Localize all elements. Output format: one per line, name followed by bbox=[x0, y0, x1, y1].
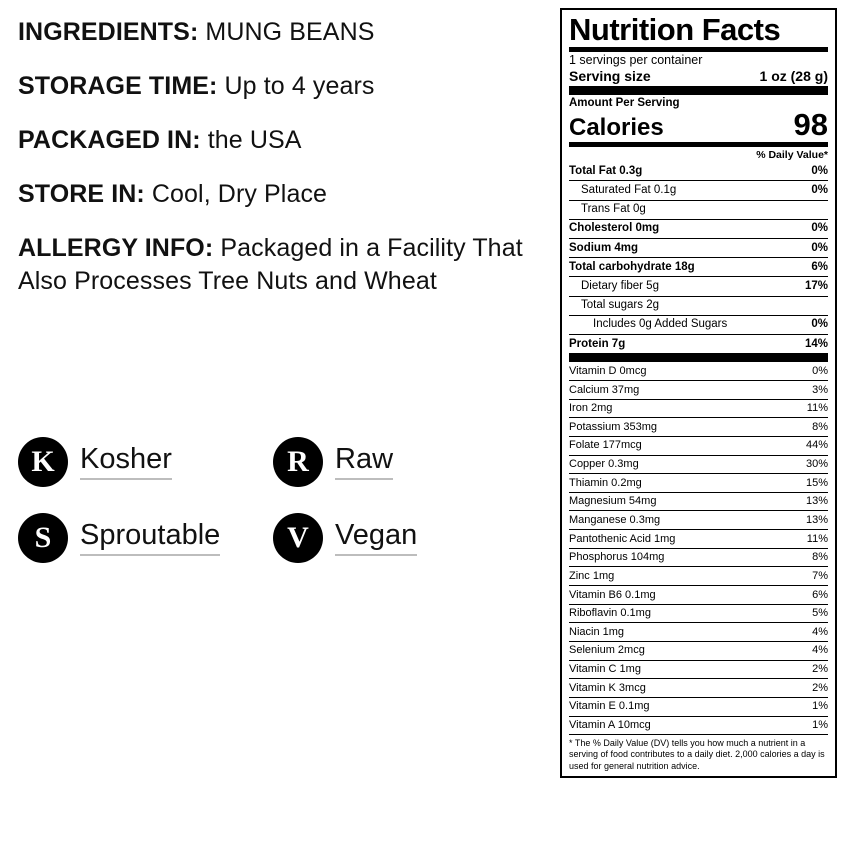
sproutable-icon: S bbox=[18, 513, 68, 563]
vitamin-row-thiamin bbox=[569, 474, 828, 493]
vitamin-dv: 8% bbox=[812, 551, 828, 564]
vitamin-dv: 15% bbox=[805, 476, 828, 489]
vitamin-row-iron bbox=[569, 400, 828, 419]
badge-row-2 bbox=[18, 513, 538, 563]
badge-kosher bbox=[18, 437, 273, 487]
badge-sproutable bbox=[18, 513, 273, 563]
vitamin-name: Manganese 0.3mg bbox=[569, 513, 661, 526]
kosher-icon: K bbox=[18, 437, 68, 487]
vitamin-name: Vitamin K 3mcg bbox=[569, 681, 646, 694]
vitamin-row-vitamin-k bbox=[569, 679, 828, 698]
nutrient-name: Sodium 4mg bbox=[569, 241, 639, 254]
vitamin-row-vitamin-b6 bbox=[569, 586, 828, 605]
amount-per-serving-label: Amount Per Serving bbox=[569, 97, 680, 110]
info-value-allergy-info: Packaged in a Facility That Also Processes Tree Nuts and Wheat bbox=[18, 234, 523, 295]
vitamin-row-riboflavin bbox=[569, 605, 828, 624]
vitamin-name: Thiamin 0.2mg bbox=[569, 476, 642, 489]
nutrient-dv: 17% bbox=[804, 279, 828, 292]
vitamin-name: Potassium 353mg bbox=[569, 420, 658, 433]
info-label-store-in: STORE IN: bbox=[18, 180, 145, 208]
nutrient-row-saturated-fat bbox=[569, 181, 828, 200]
nutrient-dv: 0% bbox=[811, 164, 828, 177]
nutrient-dv: 14% bbox=[804, 337, 828, 350]
info-label-allergy-info: ALLERGY INFO: bbox=[18, 234, 214, 262]
vitamin-row-potassium bbox=[569, 418, 828, 437]
vitamin-name: Iron 2mg bbox=[569, 402, 613, 415]
vitamin-name: Vitamin A 10mcg bbox=[569, 719, 651, 732]
vitamin-row-magnesium bbox=[569, 493, 828, 512]
badge-label-vegan: Vegan bbox=[335, 520, 417, 556]
badge-vegan bbox=[273, 513, 417, 563]
daily-value-footnote: * The % Daily Value (DV) tells you how much a nutrient in a serving of food contributes to a daily diet. 2,000 calories a day is used for general nutrition advice. bbox=[569, 738, 825, 771]
nutrient-dv: 0% bbox=[811, 183, 828, 196]
vitamin-name: Selenium 2mcg bbox=[569, 644, 645, 657]
nutrient-row-trans-fat bbox=[569, 201, 828, 220]
vitamin-dv: 4% bbox=[812, 625, 828, 638]
vitamin-row-copper bbox=[569, 456, 828, 475]
nutrient-name: Cholesterol 0mg bbox=[569, 222, 660, 235]
nutrient-row-sodium bbox=[569, 239, 828, 258]
nutrient-name: Protein 7g bbox=[569, 337, 626, 350]
servings-per-container: 1 servings per container bbox=[569, 52, 703, 67]
vitamin-name: Phosphorus 104mg bbox=[569, 551, 665, 564]
serving-size-row bbox=[569, 68, 828, 86]
nutrient-dv: 6% bbox=[811, 260, 828, 273]
vitamin-dv: 3% bbox=[812, 383, 828, 396]
vitamin-row-selenium bbox=[569, 642, 828, 661]
info-value-packaged-in: the USA bbox=[207, 126, 302, 154]
nutrient-name: Saturated Fat 0.1g bbox=[581, 183, 677, 196]
vitamin-dv: 11% bbox=[806, 402, 828, 415]
vitamin-dv: 6% bbox=[812, 588, 828, 601]
vitamin-name: Magnesium 54mg bbox=[569, 495, 657, 508]
info-line-ingredients bbox=[18, 16, 548, 49]
nutrition-facts-panel bbox=[560, 8, 837, 778]
badge-label-kosher: Kosher bbox=[80, 444, 172, 480]
vitamin-row-zinc bbox=[569, 567, 828, 586]
vitamin-dv: 0% bbox=[812, 364, 828, 377]
nutrient-name: Trans Fat 0g bbox=[581, 203, 646, 216]
vitamin-dv: 2% bbox=[812, 663, 828, 676]
vitamin-dv: 7% bbox=[812, 569, 828, 582]
divider-protein bbox=[569, 353, 828, 362]
vitamin-dv: 4% bbox=[812, 644, 828, 657]
nutrient-name: Dietary fiber 5g bbox=[581, 279, 659, 292]
product-info-block bbox=[18, 16, 548, 319]
vitamin-name: Niacin 1mg bbox=[569, 625, 625, 638]
vegan-icon: V bbox=[273, 513, 323, 563]
info-label-storage-time: STORAGE TIME: bbox=[18, 72, 218, 100]
info-value-store-in: Cool, Dry Place bbox=[151, 180, 328, 208]
badge-row-1 bbox=[18, 437, 538, 487]
vitamin-row-vitamin-a bbox=[569, 717, 828, 736]
vitamin-row-folate bbox=[569, 437, 828, 456]
nutrient-name: Total sugars 2g bbox=[581, 299, 659, 312]
vitamin-dv: 5% bbox=[812, 607, 828, 620]
nutrient-row-total-sugars bbox=[569, 297, 828, 316]
nutrient-row-total-fat bbox=[569, 162, 828, 181]
nutrient-row-cholesterol bbox=[569, 220, 828, 239]
badge-label-raw: Raw bbox=[335, 444, 393, 480]
nutrient-row-protein bbox=[569, 335, 828, 353]
vitamin-row-vitamin-c bbox=[569, 661, 828, 680]
info-line-storage-time bbox=[18, 70, 548, 103]
info-value-ingredients: MUNG BEANS bbox=[205, 18, 375, 46]
vitamin-dv: 8% bbox=[812, 420, 828, 433]
nutrient-dv: 0% bbox=[811, 241, 828, 254]
vitamin-row-manganese bbox=[569, 511, 828, 530]
calories-row bbox=[569, 109, 828, 142]
serving-size-value: 1 oz (28 g) bbox=[759, 68, 828, 85]
vitamin-name: Pantothenic Acid 1mg bbox=[569, 532, 676, 545]
vitamin-row-vitamin-d bbox=[569, 362, 828, 381]
calories-value: 98 bbox=[793, 107, 828, 143]
vitamin-dv: 13% bbox=[805, 495, 828, 508]
vitamin-dv: 30% bbox=[805, 458, 828, 471]
info-value-storage-time: Up to 4 years bbox=[224, 72, 375, 100]
nutrient-row-total-carbohydrate bbox=[569, 258, 828, 277]
vitamin-row-phosphorus bbox=[569, 549, 828, 568]
vitamin-dv: 1% bbox=[812, 719, 828, 732]
vitamin-name: Folate 177mcg bbox=[569, 439, 642, 452]
vitamin-name: Calcium 37mg bbox=[569, 383, 640, 396]
info-label-packaged-in: PACKAGED IN: bbox=[18, 126, 201, 154]
vitamin-row-vitamin-e bbox=[569, 698, 828, 717]
info-line-allergy-info bbox=[18, 232, 548, 298]
vitamin-name: Zinc 1mg bbox=[569, 569, 615, 582]
nutrient-name: Includes 0g Added Sugars bbox=[593, 318, 728, 331]
calories-label: Calories bbox=[569, 114, 664, 142]
vitamin-row-pantothenic-acid bbox=[569, 530, 828, 549]
vitamin-row-calcium bbox=[569, 381, 828, 400]
serving-size-label: Serving size bbox=[569, 68, 651, 85]
vitamin-row-niacin bbox=[569, 623, 828, 642]
nutrient-name: Total carbohydrate 18g bbox=[569, 260, 695, 273]
info-label-ingredients: INGREDIENTS: bbox=[18, 18, 199, 46]
vitamin-name: Copper 0.3mg bbox=[569, 458, 639, 471]
nutrient-row-added-sugars bbox=[569, 316, 828, 335]
vitamin-dv: 44% bbox=[805, 439, 828, 452]
divider-serving bbox=[569, 86, 828, 95]
nutrient-dv: 0% bbox=[811, 222, 828, 235]
raw-icon: R bbox=[273, 437, 323, 487]
nutrient-dv: 0% bbox=[811, 318, 828, 331]
nutrient-name: Total Fat 0.3g bbox=[569, 164, 643, 177]
vitamin-name: Vitamin C 1mg bbox=[569, 663, 641, 676]
nutrition-facts-title: Nutrition Facts bbox=[569, 12, 781, 47]
info-line-packaged-in bbox=[18, 124, 548, 157]
vitamin-name: Vitamin D 0mcg bbox=[569, 364, 647, 377]
nutrient-row-dietary-fiber bbox=[569, 277, 828, 296]
vitamin-name: Riboflavin 0.1mg bbox=[569, 607, 651, 620]
certification-badges bbox=[18, 437, 538, 589]
info-line-store-in bbox=[18, 178, 548, 211]
vitamin-dv: 11% bbox=[806, 532, 828, 545]
vitamin-name: Vitamin E 0.1mg bbox=[569, 700, 650, 713]
vitamin-dv: 2% bbox=[812, 681, 828, 694]
badge-raw bbox=[273, 437, 393, 487]
vitamin-dv: 13% bbox=[805, 513, 828, 526]
badge-label-sproutable: Sproutable bbox=[80, 520, 220, 556]
vitamin-dv: 1% bbox=[812, 700, 828, 713]
vitamin-name: Vitamin B6 0.1mg bbox=[569, 588, 656, 601]
daily-value-header: % Daily Value* bbox=[756, 149, 828, 162]
